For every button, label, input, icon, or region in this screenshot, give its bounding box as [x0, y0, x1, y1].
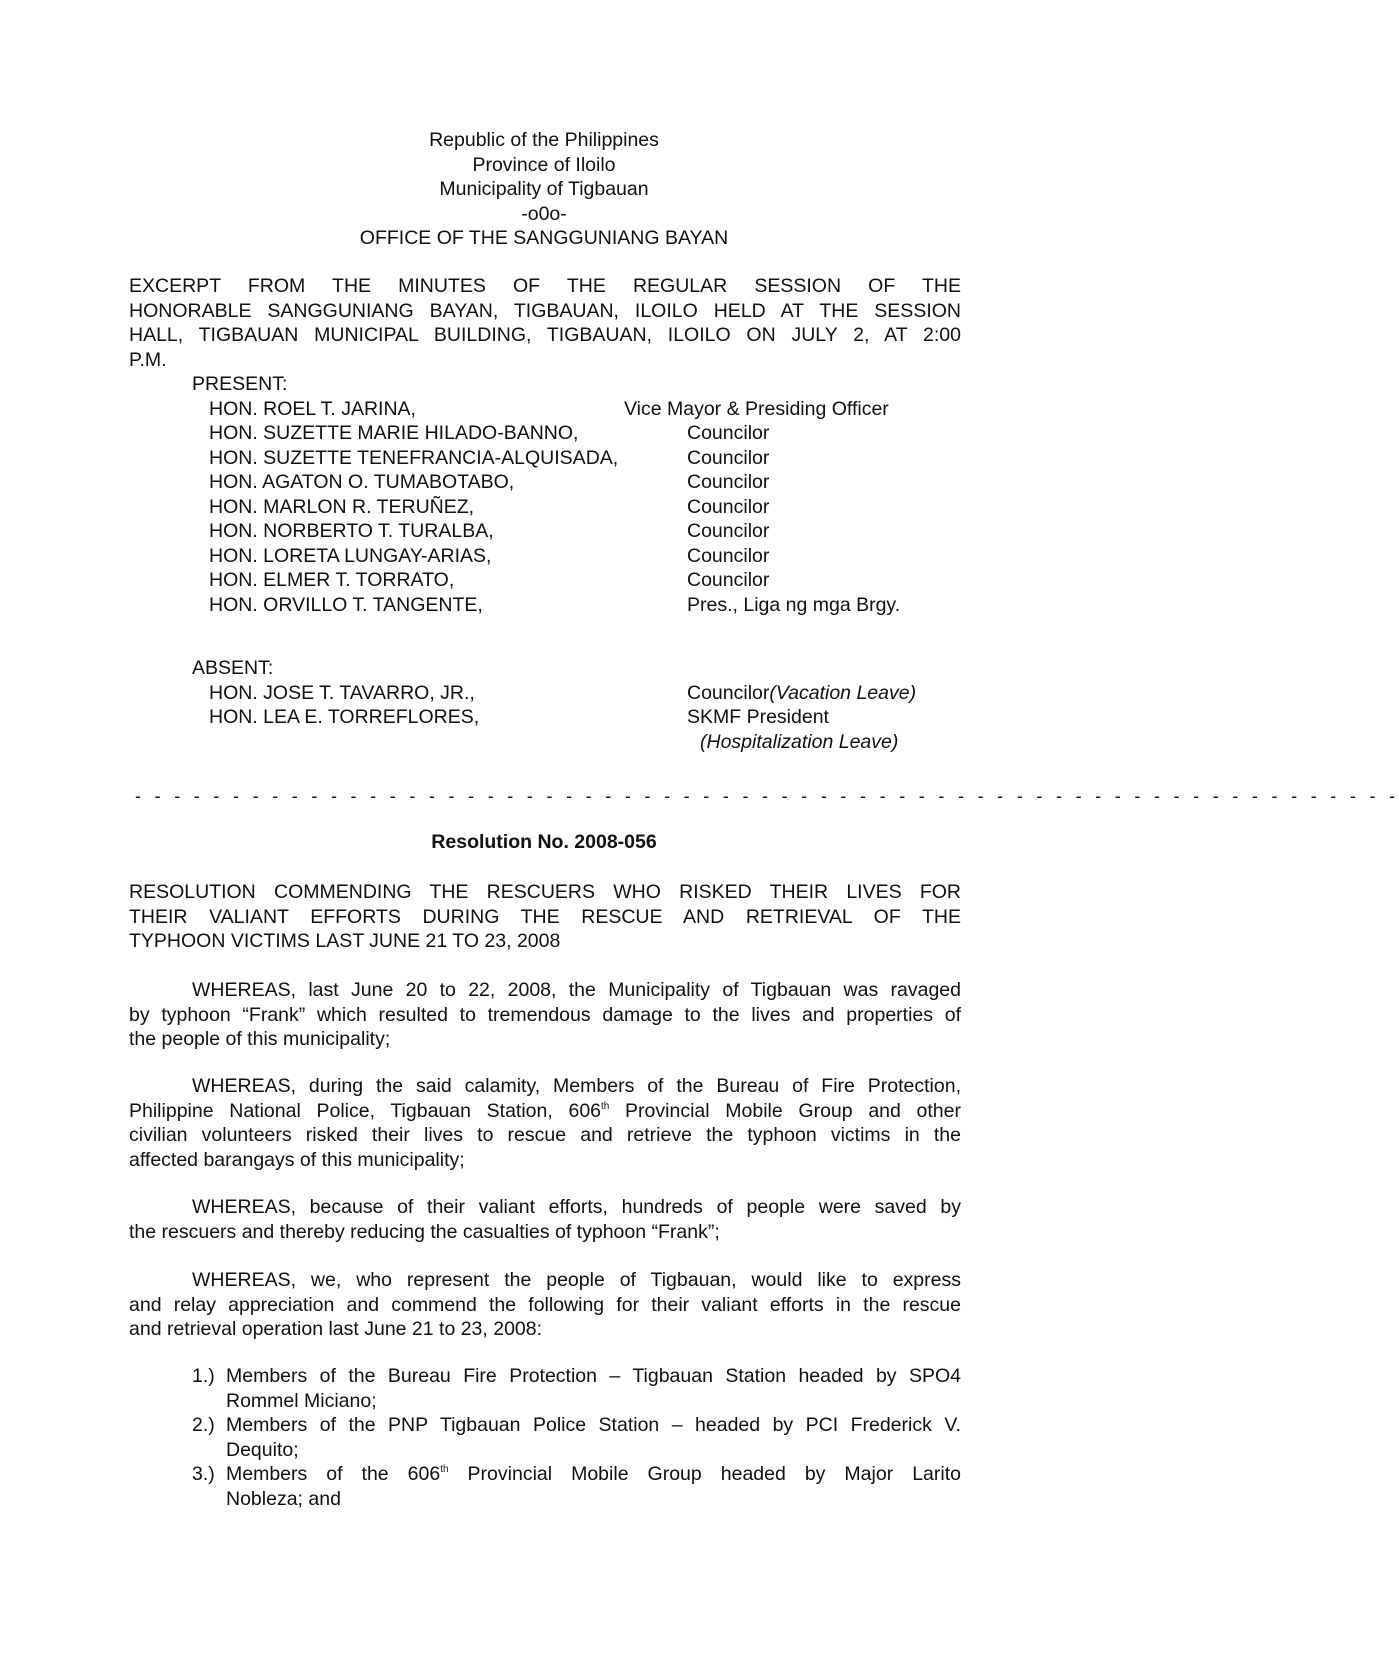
paragraph-line: the people of this municipality;	[129, 1028, 391, 1050]
member-role: Councilor	[687, 422, 770, 444]
paragraph-line: affected barangays of this municipality;	[129, 1148, 465, 1171]
line-text: Provincial Mobile Group and other	[609, 1099, 961, 1122]
section-divider: - - - - - - - - - - - - - - - - - - - - - - - - - - - - - - - - - - - - - - - - - - - - - - - - - - - - - - - - - - - - - - - - -	[135, 786, 1399, 806]
member-name: HON. ORVILLO T. TANGENTE,	[209, 593, 483, 616]
member-name: HON. SUZETTE TENEFRANCIA-ALQUISADA,	[209, 446, 619, 469]
paragraph-line: WHEREAS, during the said calamity, Members of the Bureau of Fire Protection,	[192, 1075, 961, 1097]
member-role-text: Councilor	[687, 681, 770, 704]
attendance-row	[192, 446, 972, 471]
excerpt-line: HONORABLE SANGGUNIANG BAYAN, TIGBAUAN, ILOILO HELD AT THE SESSION	[129, 299, 961, 322]
attendance-row	[192, 421, 972, 446]
paragraph-line: the rescuers and thereby reducing the casualties of typhoon “Frank”;	[129, 1220, 720, 1243]
leave-note: (Hospitalization Leave)	[700, 730, 899, 753]
line-text: Provincial Mobile Group headed by Major Larito	[448, 1463, 961, 1485]
ordinal-suffix: th	[601, 1100, 610, 1112]
excerpt-line: P.M.	[129, 348, 167, 371]
title-line: THEIR VALIANT EFFORTS DURING THE RESCUE AND RETRIEVAL OF THE	[129, 905, 961, 928]
member-role: Councilor	[687, 446, 770, 469]
resolution-title	[129, 880, 961, 954]
absent-list	[192, 656, 972, 754]
attendance-row	[192, 470, 972, 495]
line-text: Philippine National Police, Tigbauan Station, 606	[129, 1099, 602, 1122]
excerpt-line: HALL, TIGBAUAN MUNICIPAL BUILDING, TIGBAUAN, ILOILO ON JULY 2, AT 2:00	[129, 324, 961, 346]
member-role: Councilor	[687, 569, 770, 591]
header-republic: Republic of the Philippines	[429, 129, 659, 151]
whereas-paragraph-2	[129, 1074, 961, 1172]
present-label: PRESENT:	[192, 373, 288, 395]
paragraph-line: by typhoon “Frank” which resulted to tremendous damage to the lives and properties of	[129, 1003, 961, 1026]
title-line: RESOLUTION COMMENDING THE RESCUERS WHO RISKED THEIR LIVES FOR	[129, 881, 961, 903]
attendance-row	[192, 495, 972, 520]
attendance-row	[192, 730, 972, 755]
header-province: Province of Iloilo	[472, 153, 616, 176]
document-header	[0, 128, 1088, 251]
absent-label: ABSENT:	[192, 657, 274, 679]
attendance-row	[192, 544, 972, 569]
member-role: Councilor	[687, 544, 770, 567]
member-name: HON. MARLON R. TERUÑEZ,	[209, 495, 475, 518]
paragraph-line: WHEREAS, we, who represent the people of Tigbauan, would like to express	[192, 1269, 961, 1291]
paragraph-line: WHEREAS, because of their valiant efforts, hundreds of people were saved by	[192, 1196, 961, 1218]
member-role	[687, 681, 916, 706]
excerpt-line: EXCERPT FROM THE MINUTES OF THE REGULAR SESSION OF THE	[129, 275, 961, 297]
list-line: Members of the PNP Tigbauan Police Station – headed by PCI Frederick V.	[226, 1414, 961, 1436]
ordinal-suffix: th	[440, 1464, 449, 1475]
member-name: HON. JOSE T. TAVARRO, JR.,	[209, 681, 475, 704]
list-number: 2.)	[192, 1414, 215, 1436]
header-ornament: -o0o-	[521, 202, 567, 225]
attendance-row	[192, 681, 972, 706]
attendance-row	[192, 568, 972, 593]
member-name: HON. LEA E. TORREFLORES,	[209, 706, 480, 728]
list-line	[226, 1462, 961, 1487]
paragraph-line: civilian volunteers risked their lives to rescue and retrieve the typhoon victims in the	[129, 1124, 961, 1146]
member-name: HON. NORBERTO T. TURALBA,	[209, 520, 494, 542]
line-text: Members of the 606	[226, 1463, 441, 1485]
whereas-paragraph-3	[129, 1195, 961, 1244]
attendance-row	[192, 593, 972, 618]
member-name: HON. ROEL T. JARINA,	[209, 397, 416, 420]
member-role: Councilor	[687, 495, 770, 518]
member-name: HON. ELMER T. TORRATO,	[209, 569, 455, 591]
member-role: Councilor	[687, 520, 770, 542]
attendance-row	[192, 519, 972, 544]
leave-note: (Vacation Leave)	[769, 681, 917, 704]
list-item	[192, 1462, 961, 1511]
list-item	[192, 1364, 961, 1413]
header-municipality: Municipality of Tigbauan	[439, 178, 649, 200]
member-name: HON. LORETA LUNGAY-ARIAS,	[209, 544, 492, 567]
member-role: Pres., Liga ng mga Brgy.	[687, 593, 901, 616]
attendance-row	[192, 705, 972, 730]
member-name: HON. SUZETTE MARIE HILADO-BANNO,	[209, 422, 579, 444]
resolution-number: Resolution No. 2008-056	[431, 831, 657, 853]
list-line: Rommel Miciano;	[226, 1389, 377, 1412]
title-line: TYPHOON VICTIMS LAST JUNE 21 TO 23, 2008	[129, 930, 561, 952]
paragraph-line: and retrieval operation last June 21 to 23, 2008:	[129, 1318, 543, 1340]
header-office: OFFICE OF THE SANGGUNIANG BAYAN	[359, 227, 729, 249]
list-number: 3.)	[192, 1463, 215, 1485]
present-list	[192, 372, 972, 617]
list-line: Dequito;	[226, 1438, 299, 1461]
member-role: Vice Mayor & Presiding Officer	[624, 397, 889, 420]
list-number: 1.)	[192, 1365, 215, 1387]
member-role: SKMF President	[687, 706, 829, 728]
paragraph-line: WHEREAS, last June 20 to 22, 2008, the Municipality of Tigbauan was ravaged	[192, 979, 961, 1001]
paragraph-line: and relay appreciation and commend the following for their valiant efforts in the rescue	[129, 1293, 961, 1316]
member-name: HON. AGATON O. TUMABOTABO,	[209, 471, 515, 493]
excerpt-paragraph	[129, 274, 961, 372]
attendance-row	[192, 397, 972, 422]
list-line: Members of the Bureau Fire Protection – Tigbauan Station headed by SPO4	[226, 1365, 961, 1387]
commendation-list	[192, 1364, 961, 1511]
whereas-paragraph-4	[129, 1268, 961, 1342]
paragraph-line	[129, 1099, 961, 1124]
list-line: Nobleza; and	[226, 1487, 341, 1510]
member-role: Councilor	[687, 471, 770, 493]
whereas-paragraph-1	[129, 978, 961, 1052]
list-item	[192, 1413, 961, 1462]
